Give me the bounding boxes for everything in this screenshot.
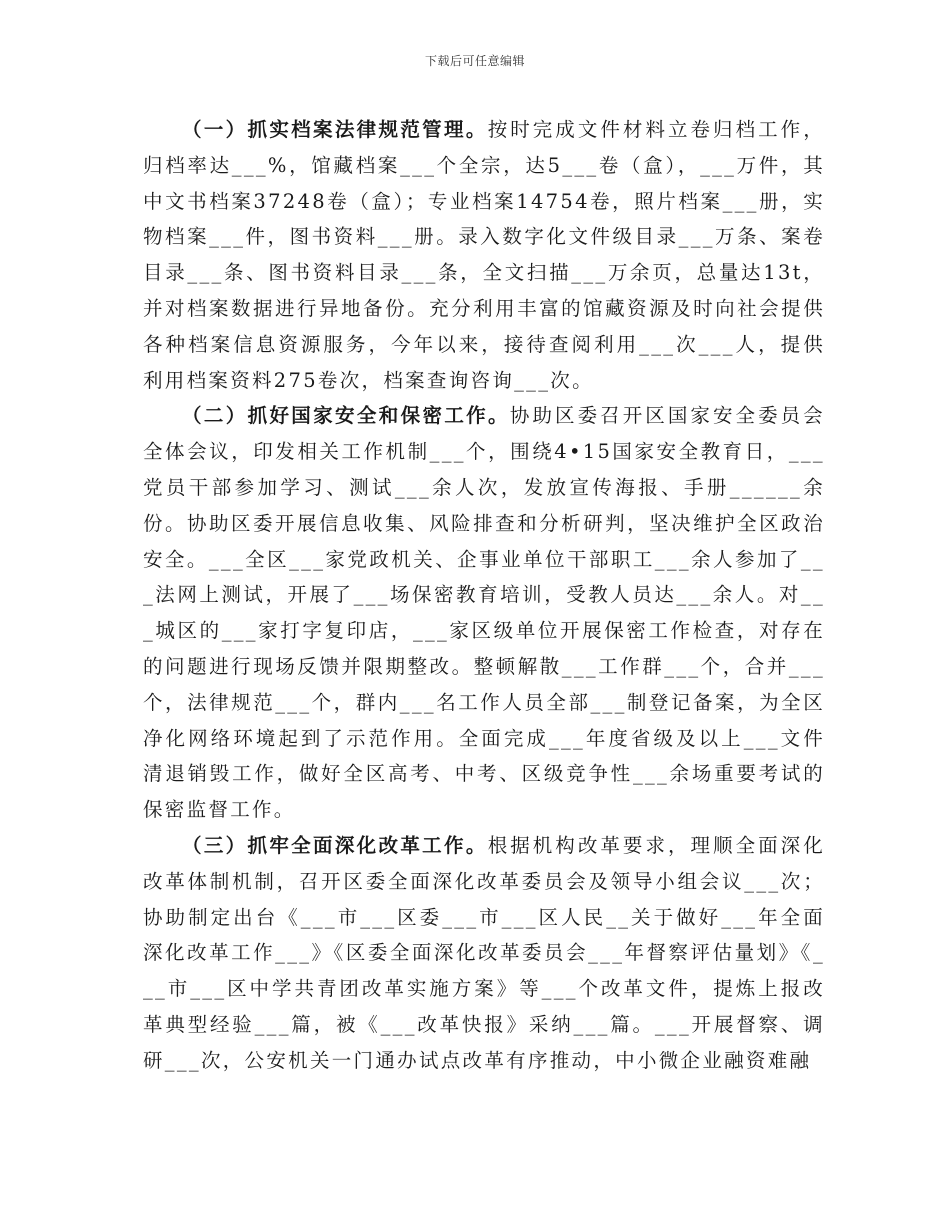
paragraph-security xyxy=(143,398,825,828)
paragraph-text: 按时完成文件材料立卷归档工作，归档率达___%，馆藏档案___个全宗，达5___卷（盒），___万件，其中文书档案37248卷（盒）；专业档案14754卷，照片档案___册，实物档案___件，图书资料___册。录入数字化文件级目录___万条、案卷目录___条、图书资料目录___条，全文扫描___万余页，总量达13t，并对档案数据进行异地备份。充分利用丰富的馆藏资源及时向社会提供各种档案信息资源服务，今年以来，接待查阅利用___次___人，提供利用档案资料275卷次，档案查询咨询___次。 xyxy=(143,118,825,392)
page-header: 下载后可任意编辑 xyxy=(424,54,525,68)
section-heading-reform: （三）抓牢全面深化改革工作。 xyxy=(182,833,488,857)
paragraph-archives xyxy=(143,112,825,398)
paragraph-text: 根据机构改革要求，理顺全面深化改革体制机制，召开区委全面深化改革委员会及领导小组会议___次；协助制定出台《___市___区委___市___区人民__关于做好___年全面深化改革工作___》《区委全面深化改革委员会___年督察评估量划》《___市___区中学共青团改革实施方案》等___个改革文件，提炼上报改革典型经验___篇，被《___改革快报》采纳___篇。___开展督察、调研___次，公安机关一门通办试点改革有序推动，中小微企业融资难融 xyxy=(143,833,825,1072)
section-heading-archives: （一）抓实档案法律规范管理。 xyxy=(182,118,488,141)
paragraph-reform xyxy=(143,828,825,1079)
paragraph-text: 协助区委召开区国家安全委员会全体会议，印发相关工作机制___个，围绕4•15国家安全教育日，___党员干部参加学习、测试___余人次，发放宣传海报、手册______余份。协助区委开展信息收集、风险排查和分析研判，坚决维护全区政治安全。___全区___家党政机关、企事业单位干部职工___余人参加了___法网上测试，开展了___场保密教育培训，受教人员达___余人。对___城区的___家打字复印店，___家区级单位开展保密工作检查，对存在的问题进行现场反馈并限期整改。整顿解散___工作群___个，合并___个，法律规范___个，群内___名工作人员全部___制登记备案，为全区净化网络环境起到了示范作用。全面完成___年度省级及以上___文件清退销毁工作，做好全区高考、中考、区级竞争性___余场重要考试的保密监督工作。 xyxy=(143,404,825,822)
section-heading-security: （二）抓好国家安全和保密工作。 xyxy=(182,404,510,428)
document-body xyxy=(143,112,825,1079)
